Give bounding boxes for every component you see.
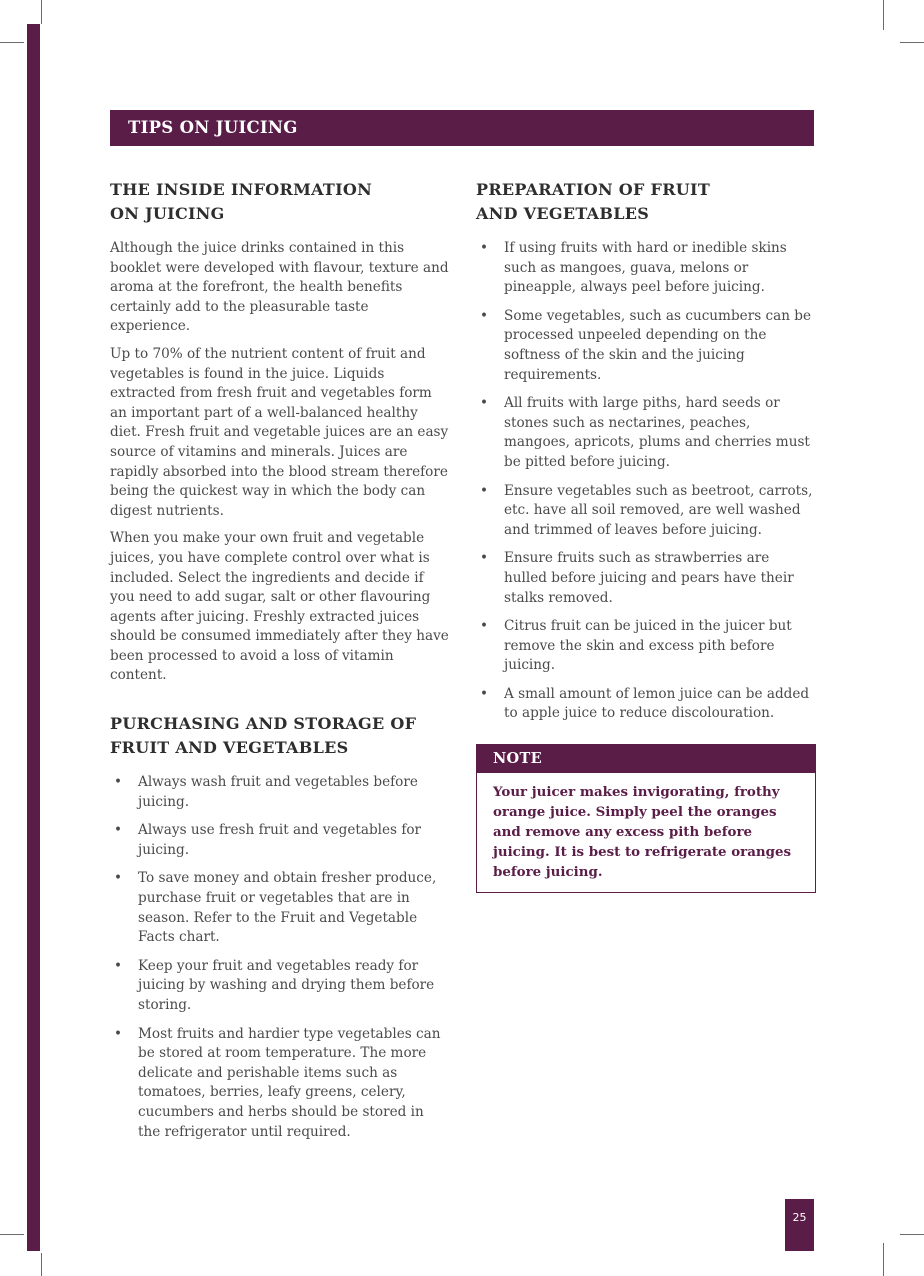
section-title-inside-information — [110, 178, 450, 226]
bullet-icon: • — [479, 685, 489, 702]
list-item — [110, 957, 450, 1016]
section-title-line: AND VEGETABLES — [476, 204, 650, 223]
list-item — [476, 239, 816, 298]
list-item-text: If using fruits with hard or inedible skins such as mangoes, guava, melons or pineapple, always peel before juicing. — [504, 240, 787, 296]
crop-mark-bottom-right-horizontal — [900, 1234, 924, 1235]
list-item-text: To save money and obtain fresher produce, purchase fruit or vegetables that are in season. Refer to the Fruit and Vegetable Facts chart. — [138, 870, 437, 946]
preparation-list — [476, 239, 816, 724]
bullet-icon: • — [479, 550, 489, 567]
bullet-icon: • — [113, 822, 123, 839]
bullet-icon: • — [479, 618, 489, 635]
bullet-icon: • — [479, 307, 489, 324]
purchasing-storage-section — [110, 712, 450, 1142]
page-edge-bar — [27, 24, 40, 1251]
note-title: NOTE — [477, 745, 815, 773]
purchasing-storage-list — [110, 773, 450, 1142]
list-item-text: Some vegetables, such as cucumbers can be processed unpeeled depending on the softness of the skin and the juicing requirements. — [504, 307, 812, 383]
crop-mark-top-left-vertical — [41, 0, 42, 24]
bullet-icon: • — [113, 774, 123, 791]
list-item-text: Citrus fruit can be juiced in the juicer but remove the skin and excess pith before juicing. — [504, 618, 792, 674]
list-item — [476, 685, 816, 724]
list-item-text: Ensure vegetables such as beetroot, carrots, etc. have all soil removed, are well washed and trimmed of leaves before juicing. — [504, 482, 813, 538]
crop-mark-bottom-left-horizontal — [0, 1234, 24, 1235]
list-item — [110, 773, 450, 812]
bullet-icon: • — [479, 240, 489, 256]
paragraph: Although the juice drinks contained in this booklet were developed with flavour, texture and aroma at the forefront, the health benefits certainly add to the pleasurable taste experience. — [110, 240, 449, 335]
page-header-bar — [110, 110, 814, 146]
paragraph: When you make your own fruit and vegetable juices, you have complete control over what is included. Select the ingredients and decide if you need to add sugar, salt or other flavouring agents after juicing. Freshly extracted juices should be consumed immediately after they have been processed to avoid a loss of vitamin content. — [110, 530, 449, 684]
list-item-text: Always use fresh fruit and vegetables for juicing. — [138, 822, 422, 858]
list-item — [476, 549, 816, 608]
section-title-line: ON JUICING — [110, 204, 225, 223]
right-column — [476, 178, 816, 893]
bullet-icon: • — [113, 1025, 123, 1042]
crop-mark-bottom-right-vertical — [883, 1243, 884, 1276]
crop-mark-top-right-vertical — [883, 0, 884, 30]
list-item-text: Always wash fruit and vegetables before juicing. — [138, 774, 418, 810]
list-item-text: Keep your fruit and vegetables ready for juicing by washing and drying them before storing. — [138, 957, 435, 1013]
bullet-icon: • — [113, 870, 123, 887]
list-item — [110, 821, 450, 860]
section-title-line: FRUIT AND VEGETABLES — [110, 738, 349, 758]
list-item-text: Ensure fruits such as strawberries are hulled before juicing and pears have their stalks removed. — [504, 550, 794, 606]
list-item-text: All fruits with large piths, hard seeds or stones such as nectarines, peaches, mangoes, apricots, plums and cherries must be pitted before juicing. — [504, 395, 810, 470]
list-item — [476, 307, 816, 385]
left-column — [110, 178, 450, 1151]
page-header-title: TIPS ON JUICING — [128, 118, 298, 137]
list-item — [476, 617, 816, 676]
bullet-icon: • — [479, 395, 489, 412]
section-title-preparation — [476, 178, 816, 226]
page-number: 25 — [785, 1199, 814, 1251]
crop-mark-bottom-left-vertical — [41, 1253, 42, 1276]
crop-mark-top-right-horizontal — [900, 42, 924, 43]
section-title-line: PREPARATION OF FRUIT — [476, 180, 711, 199]
note-box — [476, 744, 816, 893]
list-item-text: Most fruits and hardier type vegetables can be stored at room temperature. The more delicate and perishable items such as tomatoes, berries, leafy greens, celery, cucumbers and herbs should be stored in the refrigerator until required. — [138, 1025, 441, 1140]
bullet-icon: • — [113, 957, 123, 974]
section-title-line: THE INSIDE INFORMATION — [110, 180, 373, 199]
crop-mark-top-left-horizontal — [0, 42, 24, 43]
list-item — [110, 869, 450, 947]
list-item — [110, 1025, 450, 1143]
note-body: Your juicer makes invigorating, frothy orange juice. Simply peel the oranges and remove any excess pith before juicing. It is best to refrigerate oranges before juicing. — [493, 784, 792, 881]
list-item — [476, 482, 816, 541]
section-title-line: PURCHASING AND STORAGE OF — [110, 714, 417, 734]
section-title-purchasing-storage — [110, 712, 450, 760]
list-item — [476, 394, 816, 472]
list-item-text: A small amount of lemon juice can be added to apple juice to reduce discolouration. — [504, 685, 810, 722]
bullet-icon: • — [479, 482, 489, 499]
paragraph: Up to 70% of the nutrient content of fruit and vegetables is found in the juice. Liquids extracted from fresh fruit and vegetables form an important part of a well-balanced healthy diet. Fresh fruit and vegetable juices are an easy source of vitamins and minerals. Juices are rapidly absorbed into the blood stream therefore being the quickest way in which the body can digest nutrients. — [110, 345, 449, 519]
